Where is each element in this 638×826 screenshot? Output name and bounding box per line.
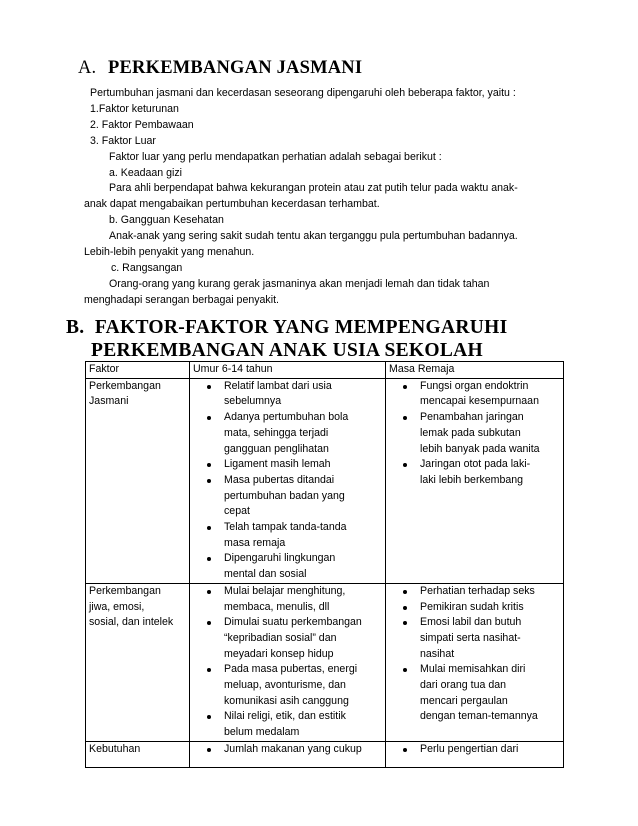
remaja-cell — [386, 583, 564, 741]
list-item: Emosi labil dan butuh simpati serta nasihat- nasihat — [389, 615, 560, 662]
umur-cell — [190, 378, 386, 583]
list-item: Telah tampak tanda-tanda masa remaja — [193, 520, 382, 551]
paragraph-gizi-line1: Para ahli berpendapat bahwa kekurangan protein atau zat putih telur pada waktu anak- — [109, 182, 518, 195]
paragraph-intro: Pertumbuhan jasmani dan kecerdasan seseorang dipengaruhi oleh beberapa faktor, yaitu : — [90, 87, 516, 99]
list-item: Penambahan jaringan lemak pada subkutan lebih banyak pada wanita — [389, 410, 560, 457]
list-item: Adanya pertumbuhan bola mata, sehingga terjadi gangguan penglihatan — [193, 410, 382, 457]
list-item: Pada masa pubertas, energi meluap, avonturisme, dan komunikasi asih canggung — [193, 662, 382, 709]
factors-table — [85, 361, 564, 768]
section-a-letter: A. — [78, 58, 97, 78]
subheading-kesehatan: b. Gangguan Kesehatan — [109, 214, 224, 227]
header-masa-remaja: Masa Remaja — [386, 362, 564, 379]
subheading-rangsangan: c. Rangsangan — [111, 261, 183, 274]
umur-cell — [190, 741, 386, 767]
list-item: Perlu pengertian dari — [389, 742, 560, 758]
list-item: Perhatian terhadap seks — [389, 584, 560, 600]
list-item-keturunan: 1.Faktor keturunan — [90, 102, 179, 115]
section-a-body — [84, 86, 590, 309]
list-item: Ligament masih lemah — [193, 457, 382, 473]
list-item: Nilai religi, etik, dan estitik belum medalam — [193, 709, 382, 740]
paragraph-kesehatan-line2: Lebih-lebih penyakit yang menahun. — [84, 246, 255, 259]
list-item: Mulai belajar menghitung, membaca, menulis, dll — [193, 584, 382, 615]
list-item: Jaringan otot pada laki- laki lebih berkembang — [389, 457, 560, 488]
list-item: Jumlah makanan yang cukup — [193, 742, 382, 758]
paragraph-kesehatan-line1: Anak-anak yang sering sakit sudah tentu akan terganggu pula pertumbuhan badannya. — [109, 230, 518, 243]
paragraph-faktor-luar: Faktor luar yang perlu mendapatkan perhatian adalah sebagai berikut : — [109, 150, 442, 163]
section-a-title: PERKEMBANGAN JASMANI — [108, 58, 363, 78]
section-b-heading — [66, 316, 508, 362]
umur-cell — [190, 583, 386, 741]
remaja-cell — [386, 741, 564, 767]
list-item: Fungsi organ endoktrin mencapai kesempurnaan — [389, 379, 560, 410]
section-a-heading — [78, 58, 362, 79]
remaja-cell — [386, 378, 564, 583]
factor-cell: Perkembangan Jasmani — [86, 378, 190, 583]
factor-cell: Perkembangan jiwa, emosi, sosial, dan intelek — [86, 583, 190, 741]
subheading-gizi: a. Keadaan gizi — [109, 166, 183, 179]
list-item: Dipengaruhi lingkungan mental dan sosial — [193, 551, 382, 582]
factor-cell: Kebutuhan — [86, 741, 190, 767]
section-b-title-line2: PERKEMBANGAN ANAK USIA SEKOLAH — [91, 340, 484, 361]
section-b-letter: B. — [66, 317, 85, 338]
list-item: Dimulai suatu perkembangan “kepribadian sosial” dan meyadari konsep hidup — [193, 615, 382, 662]
table-row — [86, 741, 564, 767]
list-item: Mulai memisahkan diri dari orang tua dan mencari pergaulan dengan teman-temannya — [389, 662, 560, 725]
paragraph-rangsangan-line2: menghadapi serangan berbagai penyakit. — [84, 293, 279, 306]
header-umur: Umur 6-14 tahun — [190, 362, 386, 379]
list-item: Masa pubertas ditandai pertumbuhan badan yang cepat — [193, 473, 382, 520]
paragraph-rangsangan-line1: Orang-orang yang kurang gerak jasmaninya akan menjadi lemah dan tidak tahan — [109, 277, 490, 290]
header-faktor: Faktor — [86, 362, 190, 379]
section-b-title-line1: FAKTOR-FAKTOR YANG MEMPENGARUHI — [94, 317, 508, 338]
list-item: Pemikiran sudah kritis — [389, 600, 560, 616]
list-item-pembawaan: 2. Faktor Pembawaan — [90, 118, 194, 131]
table-row — [86, 583, 564, 741]
table-row — [86, 378, 564, 583]
list-item-faktor-luar: 3. Faktor Luar — [90, 134, 156, 147]
list-item: Relatif lambat dari usia sebelumnya — [193, 379, 382, 410]
table-header-row — [86, 362, 564, 379]
paragraph-gizi-line2: anak dapat mengabaikan pertumbuhan kecerdasan terhambat. — [84, 198, 380, 211]
